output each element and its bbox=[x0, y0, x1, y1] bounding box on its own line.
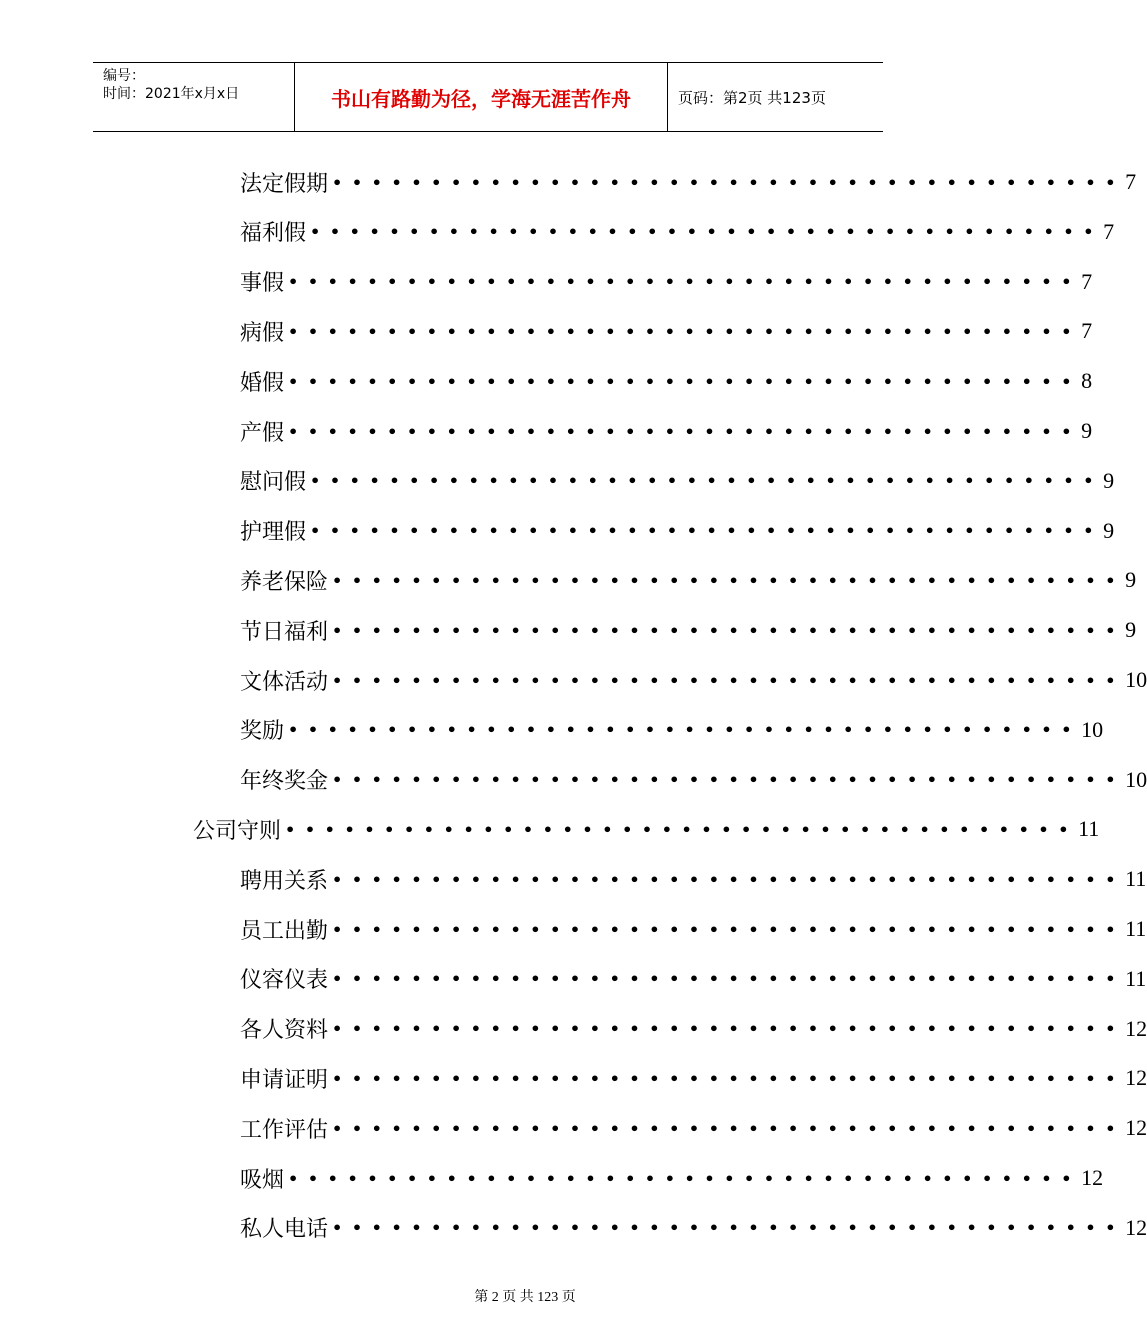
toc-leader-dots: •••••••••••••••••••••••••••••••••••••••• bbox=[285, 819, 1079, 839]
toc-entry-title: 节日福利 bbox=[240, 619, 329, 645]
toc-entry-page: 8 bbox=[1081, 368, 1093, 394]
toc-entry-title: 聘用关系 bbox=[240, 868, 329, 894]
toc-leader-dots: •••••••••••••••••••••••••••••••••••••••• bbox=[332, 1068, 1126, 1088]
toc-entry[interactable] bbox=[240, 710, 1104, 750]
toc-leader-dots: •••••••••••••••••••••••••••••••••••••••• bbox=[332, 770, 1126, 790]
toc-entry[interactable] bbox=[240, 560, 1137, 600]
toc-entry-title: 婚假 bbox=[240, 370, 285, 396]
toc-entry-page: 10 bbox=[1125, 766, 1147, 792]
toc-entry-title: 工作评估 bbox=[240, 1117, 329, 1143]
toc-entry[interactable] bbox=[240, 760, 1147, 800]
toc-entry[interactable] bbox=[240, 1009, 1147, 1049]
toc-entry-page: 12 bbox=[1125, 1115, 1147, 1141]
toc-entry-page: 10 bbox=[1125, 667, 1147, 692]
toc-entry[interactable] bbox=[240, 162, 1137, 202]
toc-entry[interactable] bbox=[240, 660, 1147, 700]
toc-leader-dots: •••••••••••••••••••••••••••••••••••••••• bbox=[288, 1168, 1082, 1188]
toc-entry-page: 9 bbox=[1081, 418, 1093, 443]
toc-leader-dots: •••••••••••••••••••••••••••••••••••••••• bbox=[332, 869, 1126, 889]
toc-entry-page: 12 bbox=[1081, 1165, 1104, 1190]
document-header bbox=[93, 62, 883, 132]
toc-entry-title: 病假 bbox=[240, 320, 285, 346]
toc-entry-page: 12 bbox=[1125, 1214, 1147, 1240]
toc-entry-title: 申请证明 bbox=[240, 1067, 329, 1093]
toc-entry-title: 私人电话 bbox=[240, 1217, 329, 1243]
toc-entry-page: 9 bbox=[1103, 467, 1115, 493]
toc-leader-dots: •••••••••••••••••••••••••••••••••••••••• bbox=[332, 1019, 1126, 1039]
toc-leader-dots: •••••••••••••••••••••••••••••••••••••••• bbox=[288, 371, 1082, 391]
toc-entry-title: 年终奖金 bbox=[240, 769, 329, 795]
toc-entry-page: 9 bbox=[1125, 567, 1137, 593]
header-meta bbox=[93, 63, 295, 131]
toc-entry[interactable] bbox=[240, 909, 1147, 949]
toc-leader-dots: •••••••••••••••••••••••••••••••••••••••• bbox=[332, 969, 1126, 989]
toc-leader-dots: •••••••••••••••••••••••••••••••••••••••• bbox=[288, 272, 1082, 292]
toc-entry-title: 仪容仪表 bbox=[240, 968, 329, 994]
toc-entry-page: 11 bbox=[1125, 965, 1147, 991]
toc-entry[interactable] bbox=[240, 361, 1093, 401]
toc-entry-page: 7 bbox=[1081, 268, 1093, 294]
toc-leader-dots: •••••••••••••••••••••••••••••••••••••••• bbox=[288, 421, 1082, 441]
toc-leader-dots: •••••••••••••••••••••••••••••••••••••••• bbox=[332, 670, 1126, 690]
toc-entry-title: 福利假 bbox=[240, 221, 307, 247]
toc-entry-title: 奖励 bbox=[240, 719, 285, 745]
toc-leader-dots: •••••••••••••••••••••••••••••••••••••••• bbox=[310, 471, 1104, 491]
toc-entry[interactable] bbox=[240, 262, 1093, 302]
toc-entry-title: 文体活动 bbox=[240, 669, 329, 695]
toc-entry-page: 11 bbox=[1125, 916, 1147, 941]
toc-entry-title: 法定假期 bbox=[240, 171, 329, 197]
toc-entry-title: 产假 bbox=[240, 420, 285, 446]
toc-entry[interactable] bbox=[240, 1208, 1147, 1248]
toc-entry-page: 11 bbox=[1125, 866, 1147, 892]
document-number-label: 编号： bbox=[103, 68, 145, 84]
toc-leader-dots: •••••••••••••••••••••••••••••••••••••••• bbox=[310, 521, 1104, 541]
toc-leader-dots: •••••••••••••••••••••••••••••••••••••••• bbox=[332, 1218, 1126, 1238]
document-time: 时间：2021年x月x日 bbox=[103, 86, 240, 102]
toc-entry[interactable] bbox=[240, 610, 1137, 650]
toc-entry-page: 12 bbox=[1125, 1065, 1147, 1091]
toc-entry-page: 10 bbox=[1081, 716, 1104, 742]
toc-entry[interactable] bbox=[240, 212, 1115, 252]
toc-entry-title: 公司守则 bbox=[193, 818, 282, 844]
toc-leader-dots: •••••••••••••••••••••••••••••••••••••••• bbox=[288, 321, 1082, 341]
header-page-info: 页码：第2页 共123页 bbox=[678, 88, 826, 107]
toc-entry-title: 各人资料 bbox=[240, 1018, 329, 1044]
toc-entry-title: 护理假 bbox=[240, 520, 307, 546]
page-footer: 第 2 页 共 123 页 bbox=[474, 1290, 576, 1305]
toc-entry-page: 7 bbox=[1125, 169, 1137, 194]
toc-leader-dots: •••••••••••••••••••••••••••••••••••••••• bbox=[332, 919, 1126, 939]
toc-leader-dots: •••••••••••••••••••••••••••••••••••••••• bbox=[288, 720, 1082, 740]
toc-entry-page: 11 bbox=[1078, 816, 1100, 842]
toc-entry[interactable] bbox=[240, 461, 1115, 501]
toc-leader-dots: •••••••••••••••••••••••••••••••••••••••• bbox=[332, 570, 1126, 590]
toc-leader-dots: •••••••••••••••••••••••••••••••••••••••• bbox=[310, 222, 1104, 242]
toc-entry[interactable] bbox=[240, 311, 1093, 351]
toc-entry[interactable] bbox=[240, 1158, 1104, 1198]
toc-entry-page: 9 bbox=[1103, 517, 1115, 543]
toc-entry-page: 12 bbox=[1125, 1015, 1147, 1041]
toc-entry[interactable] bbox=[193, 809, 1100, 849]
toc-entry-page: 7 bbox=[1081, 318, 1093, 344]
toc-leader-dots: •••••••••••••••••••••••••••••••••••••••• bbox=[332, 172, 1126, 192]
toc-entry-title: 吸烟 bbox=[240, 1167, 285, 1193]
toc-entry-title: 慰问假 bbox=[240, 470, 307, 496]
toc-leader-dots: •••••••••••••••••••••••••••••••••••••••• bbox=[332, 620, 1126, 640]
toc-leader-dots: •••••••••••••••••••••••••••••••••••••••• bbox=[332, 1118, 1126, 1138]
toc-entry[interactable] bbox=[240, 411, 1093, 451]
toc-entry[interactable] bbox=[240, 1108, 1147, 1148]
toc-entry-title: 养老保险 bbox=[240, 569, 329, 595]
toc-entry-title: 员工出勤 bbox=[240, 918, 329, 944]
toc-entry-page: 9 bbox=[1125, 617, 1137, 643]
toc-entry[interactable] bbox=[240, 1058, 1147, 1098]
toc-entry[interactable] bbox=[240, 959, 1147, 999]
toc-entry[interactable] bbox=[240, 511, 1115, 551]
toc-entry-page: 7 bbox=[1103, 218, 1115, 244]
header-motto: 书山有路勤为径，学海无涯苦作舟 bbox=[295, 63, 668, 131]
toc-entry-title: 事假 bbox=[240, 271, 285, 297]
toc-entry[interactable] bbox=[240, 859, 1147, 899]
